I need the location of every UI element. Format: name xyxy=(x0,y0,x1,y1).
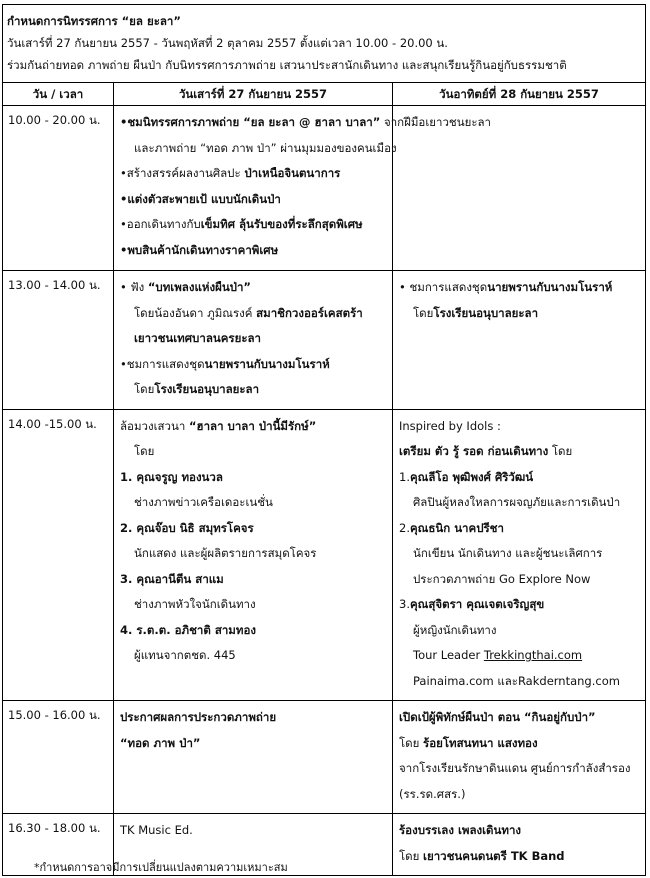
list-item: Inspired by Idols : xyxy=(399,418,501,433)
list-item: “ทอด ภาพ ป่า” xyxy=(120,735,201,750)
sunday-cell xyxy=(393,701,646,814)
saturday-cell xyxy=(114,409,393,701)
sunday-cell xyxy=(393,814,646,876)
list-item: โดยโรงเรียนอนุบาลยะลา xyxy=(134,382,260,396)
schedule-title: กำหนดการนิทรรศการ “ยล ยะลา” xyxy=(7,14,181,28)
saturday-cell xyxy=(114,701,393,814)
list-item: • ฟัง “บทเพลงแห่งผืนป่า” xyxy=(120,280,251,294)
table-row xyxy=(3,409,646,701)
list-item: ร้องบรรเลง เพลงเดินทาง xyxy=(399,823,522,837)
list-item: 1. คุณจรูญ ทองนวล xyxy=(120,469,223,484)
column-header-sunday: วันอาทิตย์ที่ 28 กันยายน 2557 xyxy=(393,83,646,106)
list-item: •สร้างสรรค์ผลงานศิลปะ ป่าเหนือจินตนาการ xyxy=(120,166,341,180)
list-item: ผู้หญิงนักเดินทาง xyxy=(413,622,497,637)
list-item: 3.คุณสุจิตรา คุณเจตเจริญสุข xyxy=(399,597,545,611)
schedule-table xyxy=(2,4,646,876)
list-item: ช่างภาพข่าวเครือเดอะเนชั่น xyxy=(134,495,273,509)
list-item: เปิดเป้ผู้พิทักษ์ผืนป่า ตอน “กินอยู่กับป่า” xyxy=(399,710,596,724)
saturday-cell xyxy=(114,106,492,271)
saturday-cell xyxy=(114,271,393,410)
trekkingthai-link[interactable]: Trekkingthai.com xyxy=(483,648,583,662)
table-row xyxy=(3,271,646,410)
list-item: • ชมการแสดงชุดนายพรานกับนางมโนราห์ xyxy=(399,280,613,294)
list-item: โดย ร้อยโทสนทนา แสงทอง xyxy=(399,735,538,750)
list-item: 1.คุณลีโอ พุฒิพงศ์ ศิริวัฒน์ xyxy=(399,469,534,484)
column-header-saturday: วันเสาร์ที่ 27 กันยายน 2557 xyxy=(114,83,393,106)
list-item: 4. ร.ต.ต. อภิชาติ สามทอง xyxy=(120,622,256,637)
list-item: โดย เยาวชนคนดนตรี TK Band xyxy=(399,848,565,863)
sunday-cell xyxy=(393,271,646,410)
list-item: •แต่งตัวสะพายเป้ แบบนักเดินป่า xyxy=(120,191,281,206)
sunday-cell xyxy=(393,106,646,271)
list-item: ศิลปินผู้หลงใหลการผจญภัยและการเดินป่า xyxy=(413,495,621,509)
list-item: •ชมการแสดงชุดนายพรานกับนางมโนราห์ xyxy=(120,356,330,371)
time-cell: 15.00 - 16.00 น. xyxy=(3,701,114,814)
list-item: •พบสินค้านักเดินทางราคาพิเศษ xyxy=(120,242,279,257)
time-cell: 14.00 -15.00 น. xyxy=(3,409,114,701)
list-item: ประกวดภาพถ่าย Go Explore Now xyxy=(413,571,591,586)
list-item: โดยโรงเรียนอนุบาลยะลา xyxy=(413,305,539,320)
column-header-row xyxy=(3,83,646,106)
list-item: ผู้แทนจากตชด. 445 xyxy=(134,648,236,662)
list-item: 2. คุณจ๊อบ นิธิ สมุทรโคจร xyxy=(120,520,254,535)
sunday-cell xyxy=(393,409,646,701)
schedule-dates: วันเสาร์ที่ 27 กันยายน 2557 - วันพฤหัสที่ 2 ตุลาคม 2557 ตั้งแต่เวลา 10.00 - 20.00 น. xyxy=(7,36,448,50)
list-item: ล้อมวงเสวนา “ฮาลา บาลา ป่านี้มีรักษ์” xyxy=(120,418,317,433)
column-header-time: วัน / เวลา xyxy=(3,83,114,106)
list-item: จากโรงเรียนรักษาดินแดน ศูนย์การกำลังสำรอง xyxy=(399,761,631,775)
schedule-description: ร่วมกันถ่ายทอด ภาพถ่าย ผืนป่า กับนิทรรศการภาพถ่าย เสวนาประสานักเดินทาง และสนุกเรียนรู้กินอยู่กับธรรมชาติ xyxy=(7,58,567,72)
table-row xyxy=(3,701,646,814)
list-item: Tour Leader Trekkingthai.com xyxy=(413,648,583,662)
schedule-header xyxy=(3,5,646,83)
list-item: 3. คุณอานีตีน สาแม xyxy=(120,571,224,586)
list-item: เตรียม ตัว รู้ รอด ก่อนเดินทาง โดย xyxy=(399,444,573,458)
list-item: นักเขียน นักเดินทาง และผู้ชนะเลิศการ xyxy=(413,546,603,560)
schedule-document xyxy=(2,4,645,876)
list-item: และภาพถ่าย “ทอด ภาพ ป่า” ผ่านมุมมองของคนเมือง xyxy=(134,140,397,155)
list-item: เยาวชนเทศบาลนครยะลา xyxy=(134,331,262,345)
footnote: *กำหนดการอาจมีการเปลี่ยนแปลงตามความเหมาะสม xyxy=(34,861,288,874)
time-cell: 13.00 - 14.00 น. xyxy=(3,271,114,410)
list-item: โดย xyxy=(134,444,155,458)
list-item: ประกาศผลการประกวดภาพถ่าย xyxy=(120,710,277,724)
list-item: นักแสดง และผู้ผลิตรายการสมุดโคจร xyxy=(134,546,317,560)
list-item: •ออกเดินทางกับเข็มทิศ ลุ้นรับของที่ระลึกสุดพิเศษ xyxy=(120,217,363,231)
list-item: (รร.รด.ศสร.) xyxy=(399,786,466,801)
list-item: •ชมนิทรรศการภาพถ่าย “ยล ยะลา @ ฮาลา บาลา” จากฝีมือเยาวชนยะลา xyxy=(120,115,492,129)
time-cell: 10.00 - 20.00 น. xyxy=(3,106,114,271)
list-item: TK Music Ed. xyxy=(120,823,193,837)
table-row xyxy=(3,106,646,271)
list-item: ช่างภาพหัวใจนักเดินทาง xyxy=(134,597,256,611)
schedule-header-row xyxy=(3,5,646,83)
time-cell: 16.30 - 18.00 น. xyxy=(3,814,114,876)
list-item: โดยน้องอันดา ภูมิณรงค์ สมาชิกวงออร์เคสตร้า xyxy=(134,305,363,320)
list-item: 2.คุณธนิก นาคปรีชา xyxy=(399,520,504,535)
list-item: Painaima.com และRakderntang.com xyxy=(413,673,620,688)
